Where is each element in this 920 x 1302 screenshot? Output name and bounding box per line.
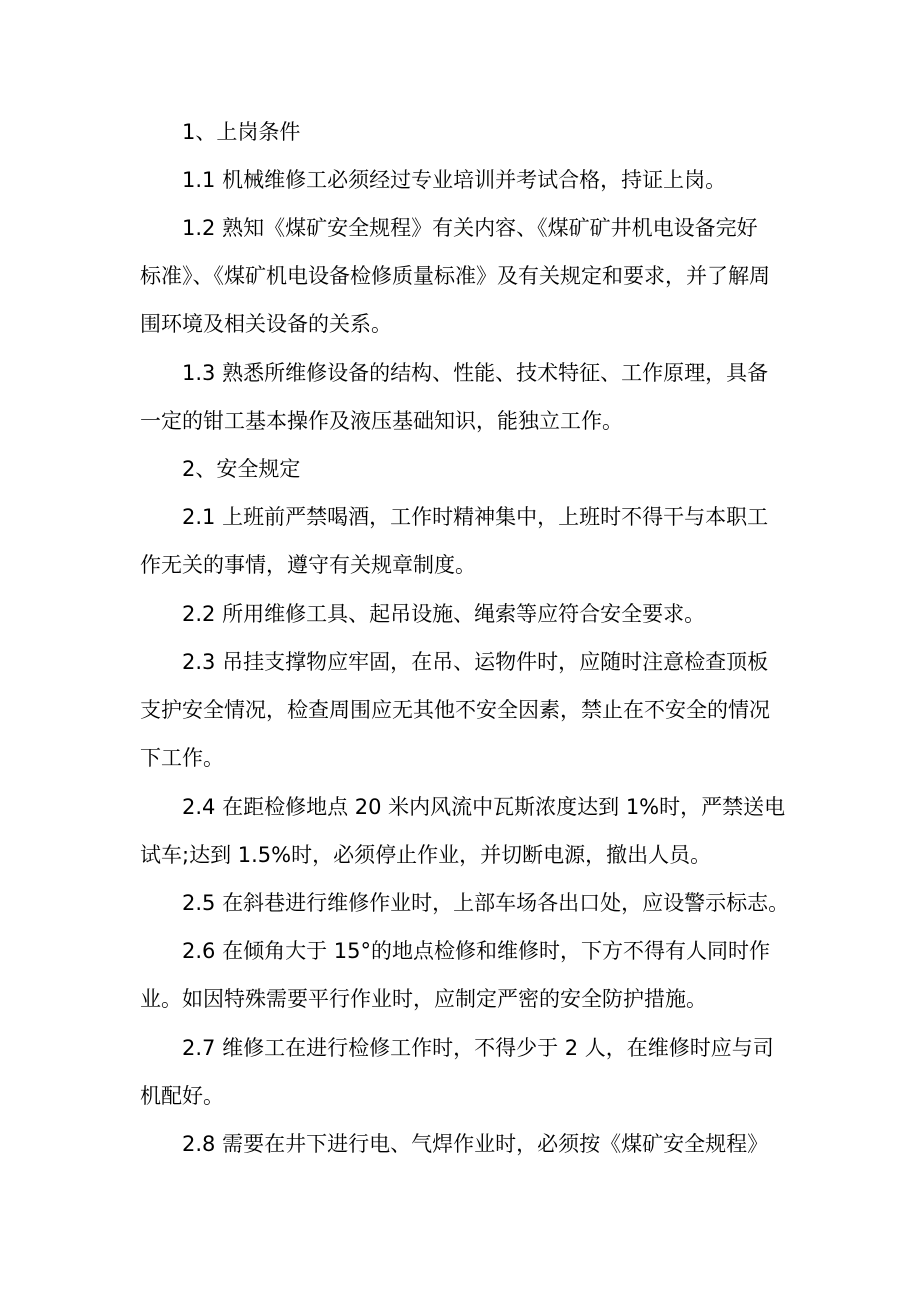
paragraph-2-6-cont: 业。如因特殊需要平行作业时，应制定严密的安全防护措施。: [140, 987, 707, 1011]
paragraph-1-3-cont: 一定的钳工基本操作及液压基础知识，能独立工作。: [140, 409, 623, 433]
paragraph-2-3-cont-2: 下工作。: [140, 746, 224, 770]
paragraph-2-3-cont-1: 支护安全情况，检查周围应无其他不安全因素，禁止在不安全的情况: [140, 698, 770, 722]
section-heading-1: 1、上岗条件: [182, 120, 301, 144]
paragraph-2-1-cont: 作无关的事情，遵守有关规章制度。: [140, 553, 476, 577]
paragraph-2-3: 2.3 吊挂支撑物应牢固，在吊、运物件时，应随时注意检查顶板: [182, 650, 769, 674]
paragraph-2-7-cont: 机配好。: [140, 1084, 224, 1108]
paragraph-2-4: 2.4 在距检修地点 20 米内风流中瓦斯浓度达到 1%时，严禁送电: [182, 795, 786, 819]
paragraph-1-2-cont-2: 围环境及相关设备的关系。: [140, 312, 392, 336]
paragraph-1-2: 1.2 熟知《煤矿安全规程》有关内容、《煤矿矿井机电设备完好: [182, 216, 758, 240]
paragraph-2-1: 2.1 上班前严禁喝酒，工作时精神集中，上班时不得干与本职工: [182, 505, 769, 529]
section-heading-2: 2、安全规定: [182, 457, 301, 481]
paragraph-2-5: 2.5 在斜巷进行维修作业时，上部车场各出口处，应设警示标志。: [182, 891, 790, 915]
paragraph-1-2-cont-1: 标准》、《煤矿机电设备检修质量标准》及有关规定和要求，并了解周: [140, 264, 770, 288]
paragraph-1-3: 1.3 熟悉所维修设备的结构、性能、技术特征、工作原理，具备: [182, 361, 769, 385]
paragraph-2-4-cont: 试车;达到 1.5%时，必须停止作业，并切断电源，撤出人员。: [140, 843, 712, 867]
paragraph-1-1: 1.1 机械维修工必须经过专业培训并考试合格，持证上岗。: [182, 168, 727, 192]
paragraph-2-7: 2.7 维修工在进行检修工作时，不得少于 2 人，在维修时应与司: [182, 1036, 774, 1060]
paragraph-2-6: 2.6 在倾角大于 15°的地点检修和维修时，下方不得有人同时作: [182, 939, 770, 963]
paragraph-2-2: 2.2 所用维修工具、起吊设施、绳索等应符合安全要求。: [182, 602, 706, 626]
paragraph-2-8: 2.8 需要在井下进行电、气焊作业时，必须按《煤矿安全规程》: [182, 1132, 769, 1156]
